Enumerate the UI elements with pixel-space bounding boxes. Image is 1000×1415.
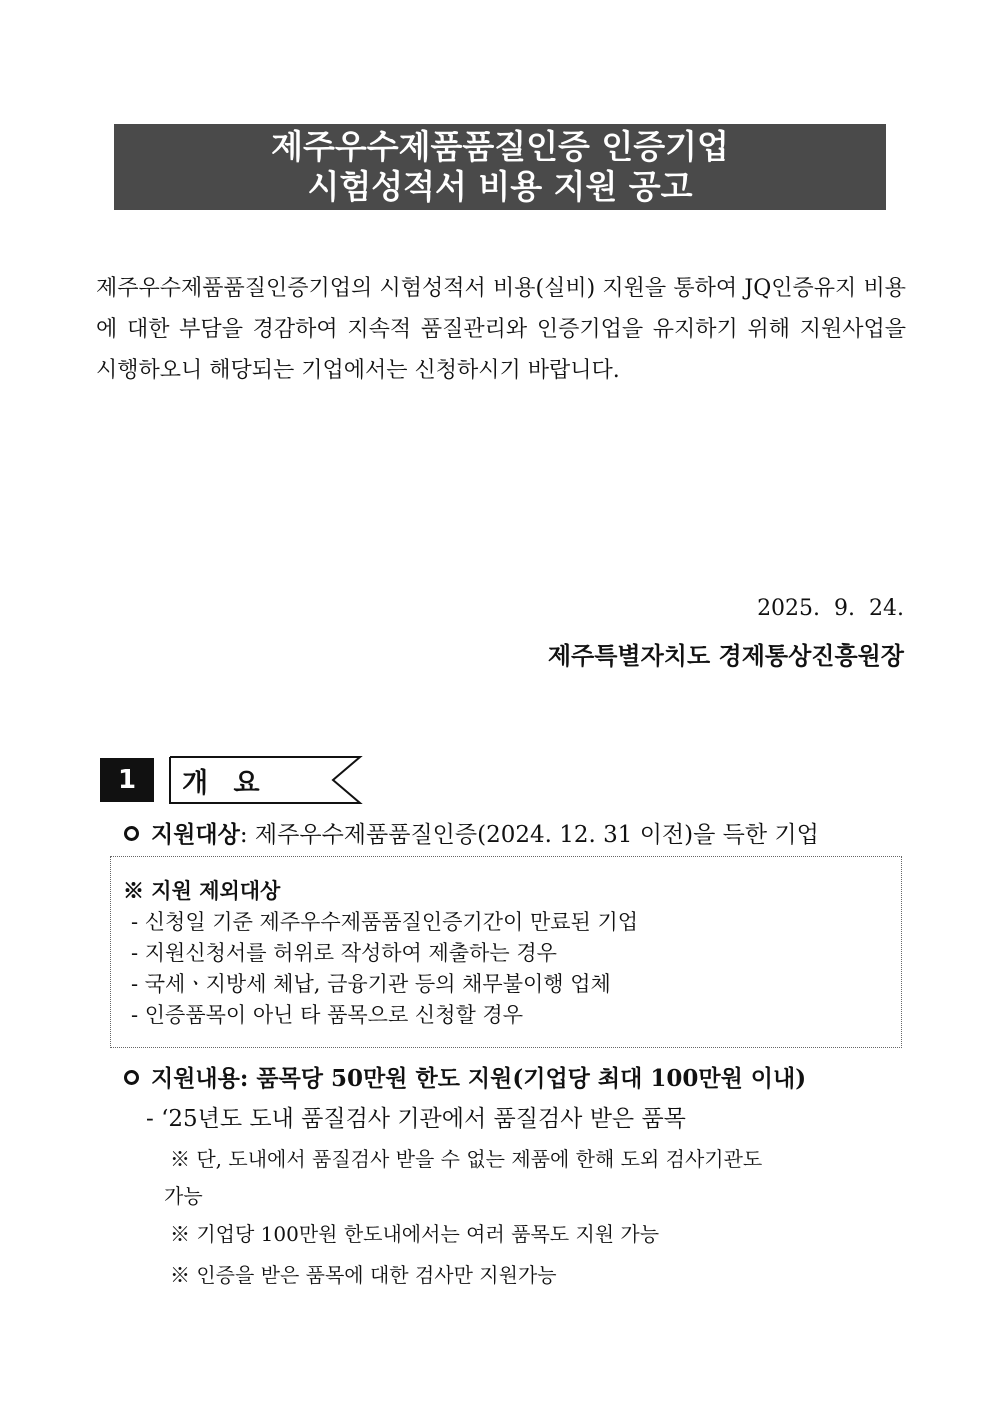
- exclusion-title: ※ 지원 제외대상: [123, 878, 281, 903]
- section-title: 개 요: [182, 768, 268, 799]
- exclusion-item: - 신청일 기준 제주우수제품품질인증기간이 만료된 기업: [131, 910, 639, 934]
- support-content: [124, 1060, 806, 1093]
- support-target: [124, 816, 819, 849]
- support-content-text: : 품목당 50만원 한도 지원(기업당 최대 100만원 이내): [239, 1065, 807, 1092]
- announcement-date: 2025. 9. 24.: [757, 596, 904, 621]
- section-heading: [168, 755, 368, 805]
- support-target-text: : 제주우수제품품질인증(2024. 12. 31 이전)을 득한 기업: [239, 822, 819, 848]
- circle-bullet-icon: [124, 826, 139, 841]
- exclusion-list: [131, 907, 638, 1031]
- section-number: 1: [100, 758, 154, 802]
- exclusion-item: - 인증품목이 아닌 타 품목으로 신청할 경우: [131, 1003, 524, 1027]
- announcement-title: [114, 124, 886, 210]
- issuing-organization: 제주특별자치도 경제통상진흥원장: [547, 641, 904, 670]
- content-note-3: ※ 인증을 받은 품목에 대한 검사만 지원가능: [170, 1263, 557, 1287]
- exclusion-item: - 국세ㆍ지방세 체납, 금융기관 등의 채무불이행 업체: [131, 972, 611, 996]
- title-line-1: 제주우수제품품질인증 인증기업: [271, 127, 729, 166]
- content-note-1-cont: 가능: [164, 1184, 203, 1208]
- content-note-2: ※ 기업당 100만원 한도내에서는 여러 품목도 지원 가능: [170, 1222, 660, 1246]
- support-target-label: 지원대상: [151, 821, 240, 848]
- exclusion-item: - 지원신청서를 허위로 작성하여 제출하는 경우: [131, 941, 557, 965]
- title-line-2: 시험성적서 비용 지원 공고: [307, 167, 693, 206]
- circle-bullet-icon: [124, 1070, 139, 1085]
- content-sub-item: - ‘25년도 도내 품질검사 기관에서 품질검사 받은 품목: [146, 1106, 686, 1132]
- exclusion-box: [110, 856, 902, 1048]
- support-content-label: 지원내용: [151, 1065, 240, 1092]
- content-note-1: ※ 단, 도내에서 품질검사 받을 수 없는 제품에 한해 도외 검사기관도: [170, 1147, 763, 1171]
- intro-paragraph: 제주우수제품품질인증기업의 시험성적서 비용(실비) 지원을 통하여 JQ인증유지 비용에 대한 부담을 경감하여 지속적 품질관리와 인증기업을 유지하기 위해 지원사업을 시행하오니 해당되는 기업에서는 신청하시기 바랍니다.: [96, 276, 906, 383]
